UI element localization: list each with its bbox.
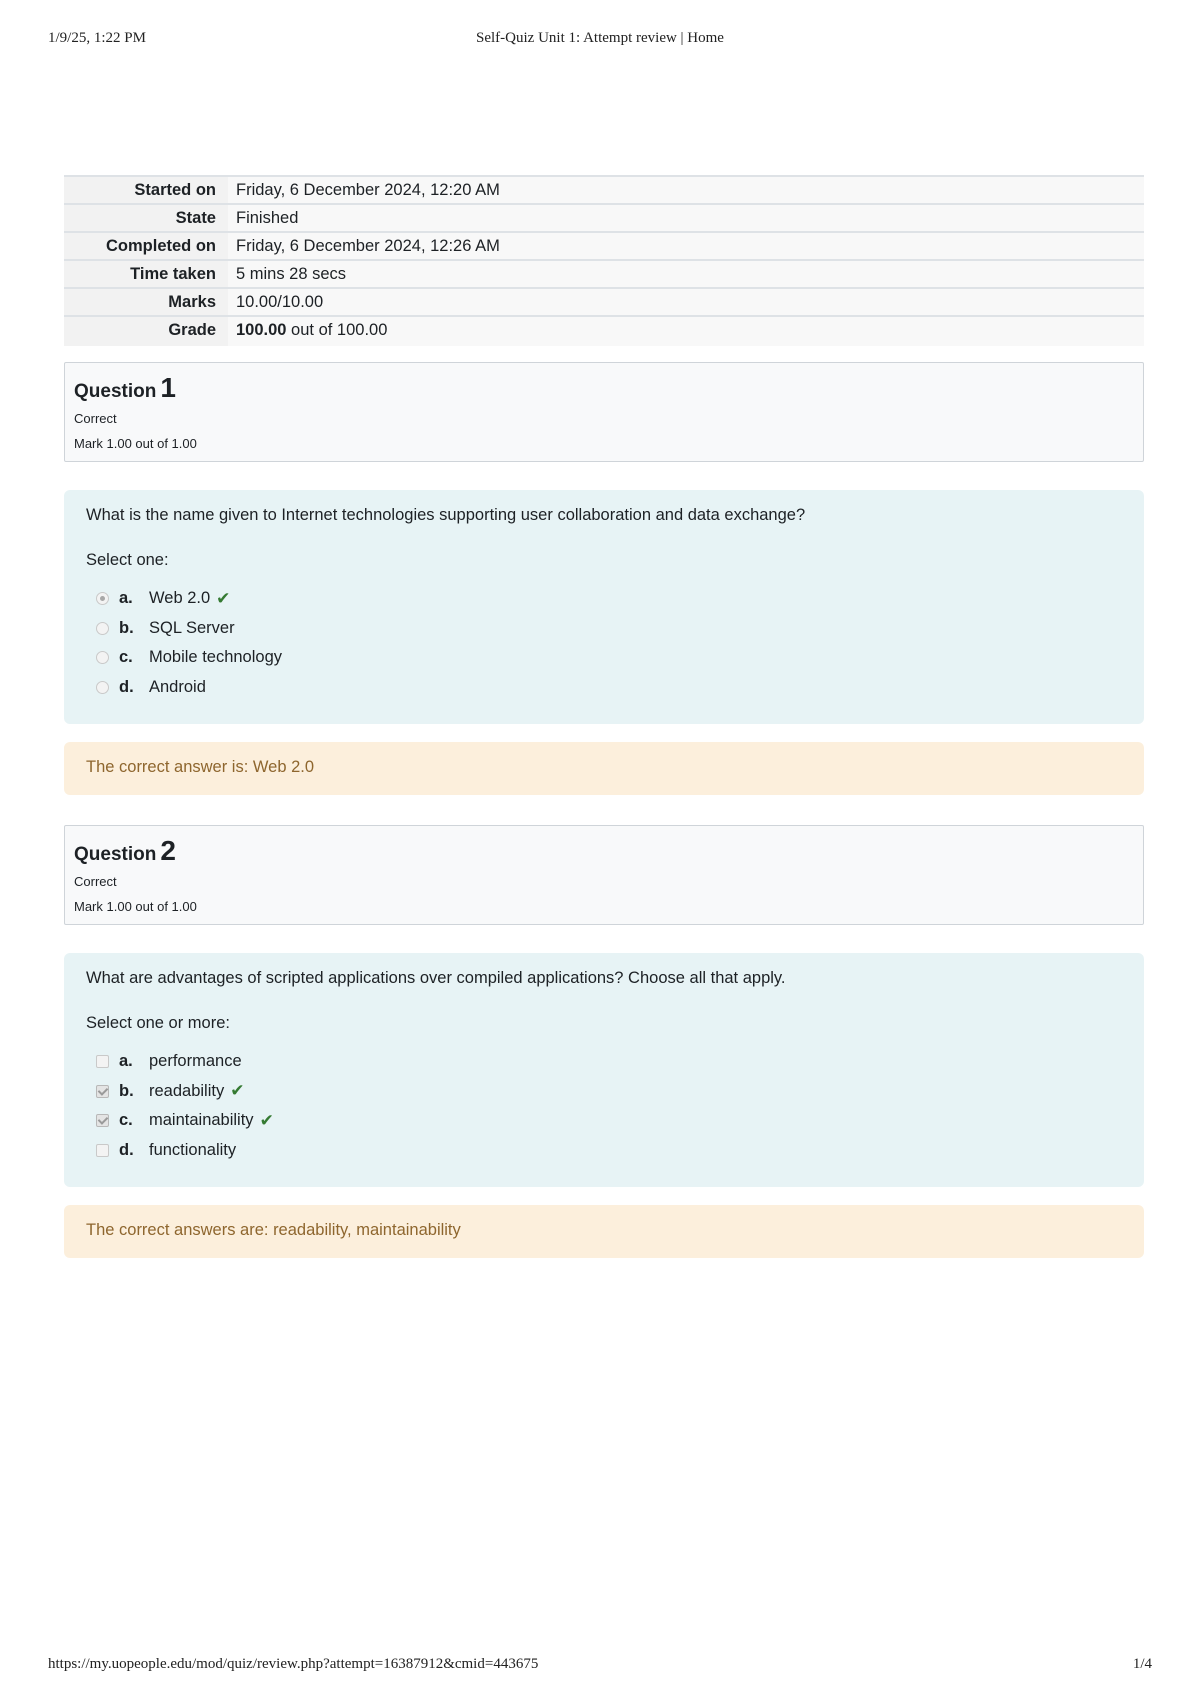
checkbox[interactable]	[96, 1144, 109, 1157]
summary-value	[228, 316, 1144, 346]
question-prefix: Question	[74, 381, 157, 402]
answer-option	[86, 673, 1122, 703]
question-1-info	[64, 362, 1144, 462]
option-text: SQL Server	[149, 618, 235, 637]
answer-option	[86, 614, 1122, 644]
answer-prompt: Select one or more:	[86, 1014, 230, 1032]
print-page-title: Self-Quiz Unit 1: Attempt review | Home	[476, 30, 724, 46]
answer-option	[86, 1136, 1122, 1166]
checkbox[interactable]	[96, 1055, 109, 1068]
grade-out-of: out of 100.00	[286, 321, 388, 339]
answer-prompt: Select one:	[86, 551, 169, 569]
question-state: Correct	[74, 874, 117, 889]
question-text: What is the name given to Internet technologies supporting user collaboration and data exchange?	[86, 506, 806, 524]
answer-option	[86, 1106, 1122, 1136]
radio-button[interactable]	[96, 592, 109, 605]
print-footer	[48, 1656, 1152, 1673]
option-letter: d.	[119, 1140, 134, 1159]
option-text: Web 2.0	[149, 589, 211, 608]
summary-row	[64, 204, 1144, 232]
question-1-feedback: The correct answer is: Web 2.0	[64, 742, 1144, 795]
radio-button[interactable]	[96, 681, 109, 694]
answer-options	[86, 1047, 1122, 1165]
check-icon: ✔	[216, 588, 231, 608]
option-letter: a.	[119, 589, 133, 608]
summary-value: Friday, 6 December 2024, 12:20 AM	[228, 176, 1144, 204]
summary-row-grade	[64, 316, 1144, 346]
check-icon: ✔	[230, 1081, 245, 1101]
option-letter: a.	[119, 1052, 133, 1071]
summary-value: Finished	[228, 204, 1144, 232]
radio-button[interactable]	[96, 651, 109, 664]
summary-row	[64, 260, 1144, 288]
question-number-value: 2	[160, 835, 176, 866]
answer-option	[86, 643, 1122, 673]
summary-row	[64, 232, 1144, 260]
answer-option	[86, 1047, 1122, 1077]
summary-label: Marks	[64, 288, 228, 316]
question-2-formulation	[64, 953, 1144, 1187]
option-text: maintainability	[149, 1111, 254, 1130]
summary-label: Grade	[64, 316, 228, 346]
option-text: performance	[149, 1052, 242, 1071]
summary-label: Completed on	[64, 232, 228, 260]
question-prefix: Question	[74, 844, 157, 865]
print-header	[48, 30, 1152, 47]
print-datetime: 1/9/25, 1:22 PM	[48, 30, 146, 46]
question-1-formulation	[64, 490, 1144, 724]
option-text: functionality	[149, 1140, 237, 1159]
question-mark: Mark 1.00 out of 1.00	[74, 899, 197, 914]
checkbox[interactable]	[96, 1114, 109, 1127]
check-icon: ✔	[259, 1110, 274, 1130]
answer-option	[86, 584, 1122, 614]
option-letter: b.	[119, 1081, 134, 1100]
print-page-number: 1/4	[1132, 1656, 1152, 1672]
checkbox[interactable]	[96, 1085, 109, 1098]
summary-row	[64, 288, 1144, 316]
question-number	[74, 373, 1134, 407]
print-url: https://my.uopeople.edu/mod/quiz/review.php?attempt=16387912&cmid=443675	[48, 1656, 539, 1672]
question-mark: Mark 1.00 out of 1.00	[74, 436, 197, 451]
radio-button[interactable]	[96, 622, 109, 635]
summary-value: 10.00/10.00	[228, 288, 1144, 316]
quiz-review	[64, 175, 1144, 1258]
option-letter: c.	[119, 1111, 133, 1130]
summary-label: State	[64, 204, 228, 232]
question-number	[74, 836, 1134, 870]
answer-options	[86, 584, 1122, 702]
question-2-info	[64, 825, 1144, 925]
summary-label: Time taken	[64, 260, 228, 288]
question-state: Correct	[74, 411, 117, 426]
option-text: Android	[149, 677, 206, 696]
option-letter: d.	[119, 677, 134, 696]
summary-row	[64, 176, 1144, 204]
option-letter: c.	[119, 648, 133, 667]
option-text: Mobile technology	[149, 648, 282, 667]
answer-option	[86, 1077, 1122, 1107]
option-text: readability	[149, 1081, 225, 1100]
question-number-value: 1	[160, 372, 176, 403]
question-text: What are advantages of scripted applications over compiled applications? Choose all that apply.	[86, 969, 786, 987]
option-letter: b.	[119, 618, 134, 637]
question-2-feedback: The correct answers are: readability, maintainability	[64, 1205, 1144, 1258]
attempt-summary-table	[64, 175, 1144, 346]
summary-label: Started on	[64, 176, 228, 204]
summary-value: Friday, 6 December 2024, 12:26 AM	[228, 232, 1144, 260]
summary-value: 5 mins 28 secs	[228, 260, 1144, 288]
grade-value: 100.00	[236, 321, 287, 339]
